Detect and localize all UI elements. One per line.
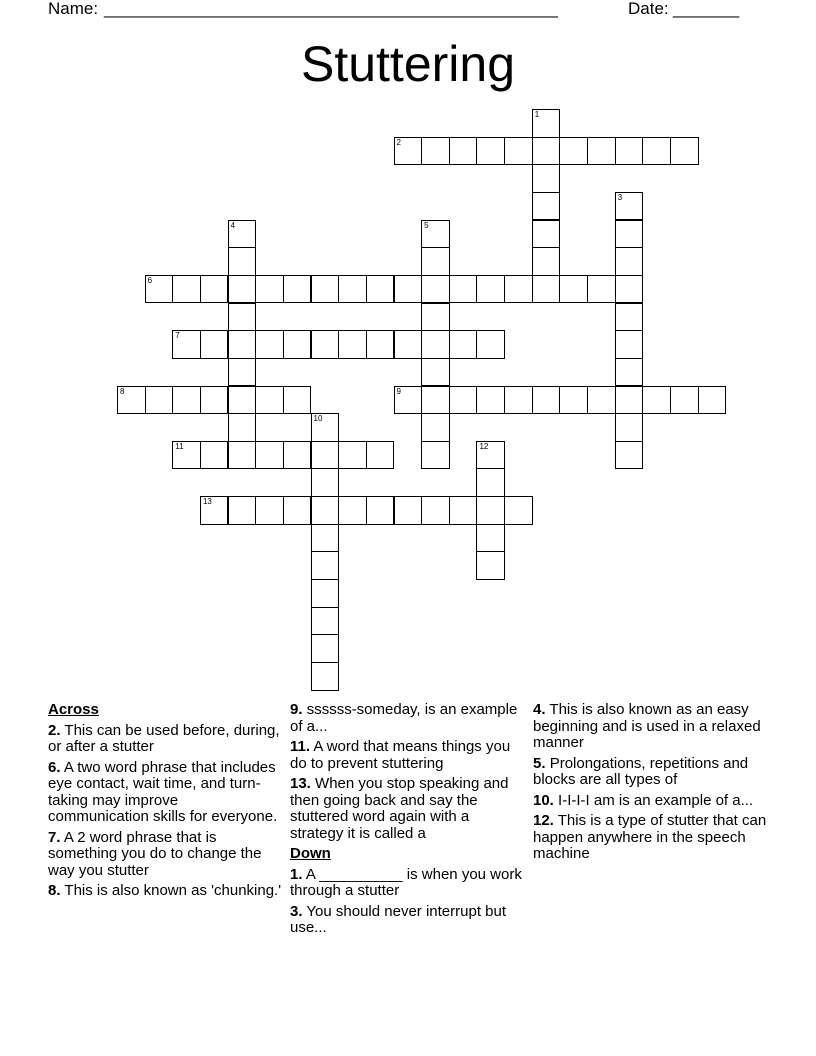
clue-text: When you stop speaking and then going back and say the stuttered word again with a strategy it is called a xyxy=(290,775,509,842)
date-field[interactable]: _______ xyxy=(673,0,740,18)
cell-number: 2 xyxy=(396,137,401,147)
crossword-cell[interactable] xyxy=(449,137,478,166)
crossword-cell[interactable] xyxy=(449,496,478,525)
crossword-cell[interactable] xyxy=(670,386,699,415)
crossword-cell[interactable] xyxy=(283,330,312,359)
clue-number: 7. xyxy=(48,828,61,846)
clue-text: Prolongations, repetitions and blocks are all types of xyxy=(533,754,749,788)
crossword-cell[interactable] xyxy=(615,247,644,276)
cell-number: 1 xyxy=(534,110,540,119)
clue-text: This is a type of stutter that can happen anywhere in the speech machine xyxy=(533,812,767,862)
crossword-cell[interactable] xyxy=(421,220,450,249)
cell-number: 8 xyxy=(120,386,125,396)
crossword-cell[interactable] xyxy=(228,220,257,249)
crossword-cell[interactable] xyxy=(615,386,644,415)
clue-number: 10. xyxy=(533,791,554,809)
clues-column-1 xyxy=(48,702,283,904)
crossword-cell[interactable] xyxy=(255,386,284,415)
cell-number: 11 xyxy=(175,441,184,451)
crossword-cell[interactable] xyxy=(172,386,201,415)
crossword-cell[interactable] xyxy=(394,137,423,166)
cell-number: 6 xyxy=(147,275,153,285)
crossword-cell[interactable] xyxy=(366,496,395,525)
crossword-cell[interactable] xyxy=(255,275,284,304)
clue-number: 5. xyxy=(533,754,546,772)
crossword-cell[interactable] xyxy=(311,441,340,470)
crossword-cell[interactable] xyxy=(338,275,367,304)
clue-number: 4. xyxy=(533,701,546,718)
crossword-cell[interactable] xyxy=(532,137,561,166)
crossword-cell[interactable] xyxy=(338,441,367,470)
crossword-cell[interactable] xyxy=(172,275,201,304)
clue-across-7 xyxy=(48,830,283,880)
clue-number: 13. xyxy=(290,775,311,792)
crossword-cell[interactable] xyxy=(476,551,505,580)
crossword-cell[interactable] xyxy=(228,413,257,442)
clue-number: 9. xyxy=(290,701,303,718)
clue-number: 6. xyxy=(48,758,61,776)
crossword-cell[interactable] xyxy=(587,386,616,415)
crossword-cell[interactable] xyxy=(311,524,340,553)
crossword-cell[interactable] xyxy=(421,358,450,387)
crossword-cell[interactable] xyxy=(615,220,644,249)
crossword-cell[interactable] xyxy=(587,137,616,166)
clue-text: A __________ is when you work through a stutter xyxy=(290,865,522,899)
crossword-cell[interactable] xyxy=(532,247,561,276)
crossword-cell[interactable] xyxy=(200,330,229,359)
crossword-cell[interactable] xyxy=(366,330,395,359)
crossword-cell[interactable] xyxy=(255,496,284,525)
cell-number: 10 xyxy=(313,414,323,424)
crossword-cell[interactable] xyxy=(476,137,505,166)
crossword-cell[interactable] xyxy=(421,137,450,166)
crossword-cell[interactable] xyxy=(476,496,505,525)
cell-number: 5 xyxy=(424,220,429,230)
crossword-cell[interactable] xyxy=(421,275,450,304)
crossword-cell[interactable] xyxy=(338,330,367,359)
crossword-cell[interactable] xyxy=(311,607,340,636)
crossword-cell[interactable] xyxy=(421,496,450,525)
crossword-cell[interactable] xyxy=(559,275,588,304)
crossword-cell[interactable] xyxy=(642,386,671,415)
date-label: Date: xyxy=(628,0,669,18)
crossword-cell[interactable] xyxy=(476,386,505,415)
crossword-cell[interactable] xyxy=(255,441,284,470)
crossword-cell[interactable] xyxy=(476,275,505,304)
crossword-cell[interactable] xyxy=(311,413,340,442)
crossword-cell[interactable] xyxy=(615,192,644,221)
cell-number: 4 xyxy=(230,220,236,230)
clue-number: 3. xyxy=(290,902,303,920)
crossword-cell[interactable] xyxy=(615,330,644,359)
crossword-cell[interactable] xyxy=(172,330,201,359)
crossword-cell[interactable] xyxy=(311,468,340,497)
crossword-cell[interactable] xyxy=(228,247,257,276)
crossword-cell[interactable] xyxy=(504,137,533,166)
crossword-cell[interactable] xyxy=(642,137,671,166)
crossword-cell[interactable] xyxy=(476,441,505,470)
clue-text: I-I-I-I am is an example of a... xyxy=(558,791,754,809)
crossword-cell[interactable] xyxy=(311,579,340,608)
clue-text: A word that means things you do to prevent stuttering xyxy=(290,738,511,772)
clue-text: You should never interrupt but use... xyxy=(290,902,507,936)
crossword-cell[interactable] xyxy=(200,386,229,415)
crossword-cell[interactable] xyxy=(449,275,478,304)
clue-down-10 xyxy=(533,793,768,810)
crossword-cell[interactable] xyxy=(311,662,340,691)
page-title: Stuttering xyxy=(300,36,515,92)
clue-text: This is also known as an easy beginning and is used in a relaxed manner xyxy=(533,701,761,751)
clue-across-6 xyxy=(48,760,283,826)
crossword-cell[interactable] xyxy=(145,275,174,304)
crossword-cell[interactable] xyxy=(311,551,340,580)
crossword-cell[interactable] xyxy=(421,413,450,442)
clue-down-3 xyxy=(290,904,525,937)
crossword-cell[interactable] xyxy=(283,496,312,525)
clue-text: A 2 word phrase that is something you do to change the way you stutter xyxy=(48,828,262,879)
crossword-cell[interactable] xyxy=(394,496,423,525)
clue-across-13 xyxy=(290,776,525,842)
crossword-cell[interactable] xyxy=(504,386,533,415)
clue-text: A two word phrase that includes eye contact, wait time, and turn-taking may improve communication skills for everyone. xyxy=(48,758,278,825)
crossword-cell[interactable] xyxy=(476,330,505,359)
clue-down-1 xyxy=(290,867,525,900)
clue-number: 11. xyxy=(290,738,311,755)
crossword-cell[interactable] xyxy=(421,386,450,415)
crossword-cell[interactable] xyxy=(559,137,588,166)
crossword-cell[interactable] xyxy=(283,275,312,304)
clue-number: 12. xyxy=(533,812,554,829)
crossword-cell[interactable] xyxy=(615,275,644,304)
crossword-cell[interactable] xyxy=(366,275,395,304)
crossword-cell[interactable] xyxy=(366,441,395,470)
crossword-cell[interactable] xyxy=(532,164,561,193)
crossword-cell[interactable] xyxy=(255,330,284,359)
clue-number: 8. xyxy=(48,882,61,899)
crossword-cell[interactable] xyxy=(145,386,174,415)
crossword-cell[interactable] xyxy=(228,275,257,304)
clues-column-3 xyxy=(533,702,768,867)
crossword-cell[interactable] xyxy=(283,386,312,415)
crossword-cell[interactable] xyxy=(615,303,644,332)
crossword-cell[interactable] xyxy=(228,330,257,359)
crossword-cell[interactable] xyxy=(504,496,533,525)
crossword-cell[interactable] xyxy=(311,330,340,359)
down-heading: Down xyxy=(290,845,331,862)
clue-number: 1. xyxy=(290,865,303,883)
crossword-cell[interactable] xyxy=(200,275,229,304)
crossword-cell[interactable] xyxy=(476,468,505,497)
crossword-cell[interactable] xyxy=(421,303,450,332)
crossword-cell[interactable] xyxy=(394,330,423,359)
cell-number: 13 xyxy=(202,497,212,507)
clue-text: This is also known as 'chunking.' xyxy=(64,882,282,899)
clue-down-12 xyxy=(533,813,768,863)
crossword-cell[interactable] xyxy=(311,275,340,304)
crossword-cell[interactable] xyxy=(228,441,257,470)
crossword-cell[interactable] xyxy=(421,330,450,359)
crossword-cell[interactable] xyxy=(311,634,340,663)
crossword-cell[interactable] xyxy=(338,496,367,525)
crossword-cell[interactable] xyxy=(228,386,257,415)
crossword-cell[interactable] xyxy=(283,441,312,470)
clue-across-2 xyxy=(48,723,283,756)
crossword-cell[interactable] xyxy=(615,441,644,470)
crossword-cell[interactable] xyxy=(532,220,561,249)
cell-number: 9 xyxy=(396,386,401,396)
crossword-cell[interactable] xyxy=(559,386,588,415)
crossword-cell[interactable] xyxy=(200,496,229,525)
clue-across-9 xyxy=(290,702,525,735)
crossword-cell[interactable] xyxy=(476,524,505,553)
crossword-cell[interactable] xyxy=(394,386,423,415)
crossword-cell[interactable] xyxy=(532,109,561,138)
clue-text: This can be used before, during, or after a stutter xyxy=(48,721,280,755)
crossword-cell[interactable] xyxy=(421,441,450,470)
clue-text: ssssss-someday, is an example of a... xyxy=(290,701,518,735)
crossword-cell[interactable] xyxy=(228,358,257,387)
clue-across-11 xyxy=(290,739,525,772)
name-label: Name: xyxy=(48,0,99,18)
crossword-cell[interactable] xyxy=(228,496,257,525)
clue-down-5 xyxy=(533,756,768,789)
clues-column-2 xyxy=(290,702,525,941)
crossword-cell[interactable] xyxy=(532,386,561,415)
crossword-cell[interactable] xyxy=(228,303,257,332)
crossword-cell[interactable] xyxy=(615,413,644,442)
crossword-cell[interactable] xyxy=(449,330,478,359)
crossword-cell[interactable] xyxy=(421,247,450,276)
clue-number: 2. xyxy=(48,721,61,739)
crossword-cell[interactable] xyxy=(615,358,644,387)
across-heading: Across xyxy=(48,701,99,718)
crossword-cell[interactable] xyxy=(311,496,340,525)
crossword-cell[interactable] xyxy=(394,275,423,304)
cell-number: 7 xyxy=(175,331,180,341)
crossword-cell[interactable] xyxy=(532,275,561,304)
crossword-cell[interactable] xyxy=(504,275,533,304)
cell-number: 3 xyxy=(617,192,623,202)
crossword-cell[interactable] xyxy=(698,386,727,415)
clue-down-4 xyxy=(533,702,768,752)
crossword-cell[interactable] xyxy=(670,137,699,166)
crossword-cell[interactable] xyxy=(532,192,561,221)
cell-number: 12 xyxy=(479,441,489,451)
crossword-cell[interactable] xyxy=(449,386,478,415)
crossword-cell[interactable] xyxy=(117,386,146,415)
crossword-cell[interactable] xyxy=(200,441,229,470)
name-field[interactable]: ________________________________________________ xyxy=(104,0,558,18)
crossword-cell[interactable] xyxy=(587,275,616,304)
clue-across-8 xyxy=(48,883,283,900)
crossword-cell[interactable] xyxy=(615,137,644,166)
crossword-cell[interactable] xyxy=(172,441,201,470)
